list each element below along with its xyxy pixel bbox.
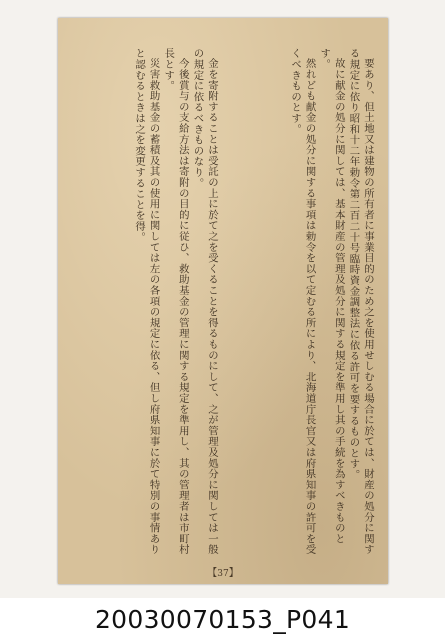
text-paragraph: 然れども献金の処分に関する事項は勅令を以て定むる所により、北海道庁長官又は府県知事の許可を受くべきものとす。 (289, 48, 316, 556)
page-number: 【37】 (207, 568, 239, 579)
file-id-caption: 20030070153_P041 (0, 598, 445, 640)
text-paragraph: 災害救助基金の蓄積及其の使用に関しては左の各項の規定に依る、但し府県知事に於て特別の事情ありと認むるときは之を変更することを得。 (133, 48, 160, 556)
text-paragraph: 要あり、但土地又は建物の所有者に事業目的のため之を使用せしむる場合に於ては、財産の処分に関する規定に依り昭和十二年勅令第二百二十号臨時資金調整法に依る許可を要するものとす。 (347, 48, 374, 556)
page-number-value: 37 (217, 569, 229, 579)
text-column-left (74, 48, 219, 558)
text-paragraph: 今後賞与の支給方法は寄附の目的に従ひ、救助基金の管理に関する規定を準用し、其の管理者は市町村長とす。 (162, 48, 189, 556)
document-page (58, 18, 388, 584)
text-paragraph: 故に献金の処分に関しては、基本財産の管理及処分に関する規定を準用し其の手続を為すべきものとす。 (318, 48, 345, 545)
text-paragraph: 金を寄附することは受託の上に於て之を受くることを得るものにして、之が管理及処分に関しては一般の規定に依るべきものなり。 (191, 48, 218, 556)
text-column-right (230, 48, 375, 558)
